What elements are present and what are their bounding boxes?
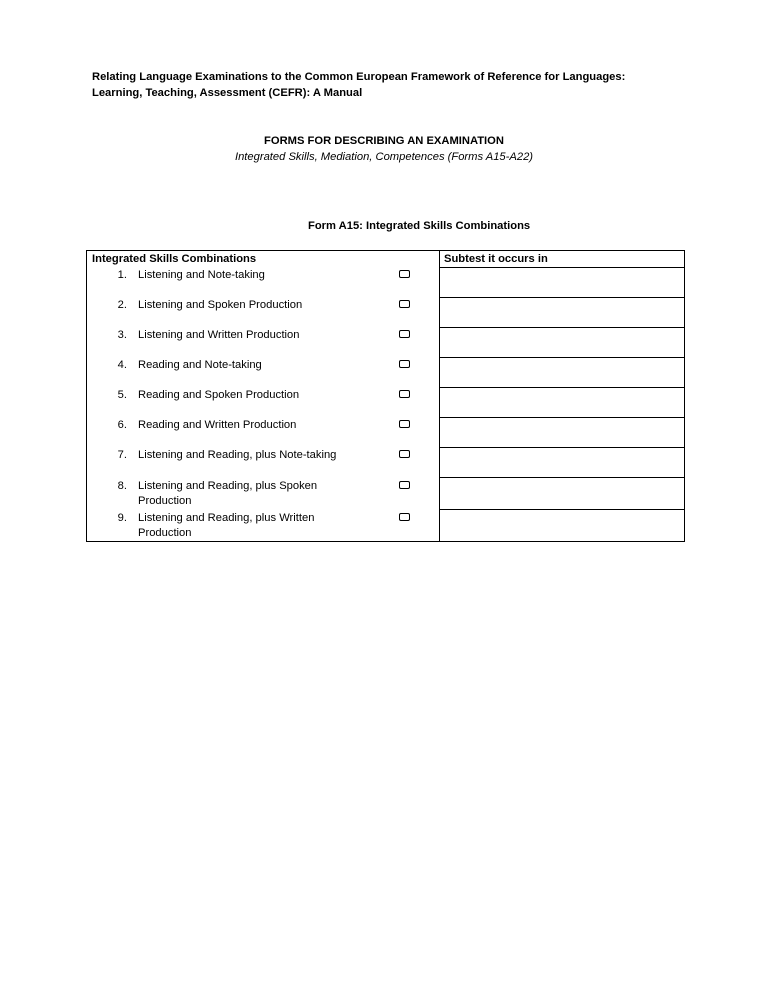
item-label: Reading and Note-taking <box>138 359 262 371</box>
subtest-field-5[interactable] <box>440 387 684 417</box>
item-label-line-1: Listening and Reading, plus Spoken <box>138 480 318 492</box>
item-number: 8. <box>117 480 127 492</box>
item-checkbox[interactable] <box>399 360 410 368</box>
item-checkbox[interactable] <box>399 270 410 278</box>
item-number: 5. <box>117 389 127 401</box>
subtest-field-6[interactable] <box>440 417 684 447</box>
form-title: Form A15: Integrated Skills Combinations <box>308 220 531 232</box>
item-number: 6. <box>117 419 127 431</box>
item-checkbox[interactable] <box>399 513 410 521</box>
item-label-line-2: Production <box>138 495 192 507</box>
item-checkbox[interactable] <box>399 390 410 398</box>
subtest-field-2[interactable] <box>440 297 684 327</box>
header-subtest: Subtest it occurs in <box>444 253 548 265</box>
subtest-field-7[interactable] <box>440 447 684 477</box>
item-checkbox[interactable] <box>399 300 410 308</box>
item-number: 1. <box>117 269 127 281</box>
item-label: Reading and Written Production <box>138 419 297 431</box>
item-label <box>138 511 378 541</box>
subtest-field-3[interactable] <box>440 327 684 357</box>
item-checkbox[interactable] <box>399 450 410 458</box>
item-number: 9. <box>117 512 127 524</box>
subtest-field-9[interactable] <box>440 509 684 541</box>
item-number: 4. <box>117 359 127 371</box>
item-checkbox[interactable] <box>399 481 410 489</box>
item-checkbox[interactable] <box>399 420 410 428</box>
subtest-field-1[interactable] <box>440 267 684 297</box>
item-label-line-1: Listening and Reading, plus Written <box>138 512 315 524</box>
forms-heading: FORMS FOR DESCRIBING AN EXAMINATION <box>264 135 504 147</box>
forms-subheading: Integrated Skills, Mediation, Competences (Forms A15-A22) <box>234 151 534 163</box>
item-label <box>138 479 378 509</box>
item-label: Listening and Spoken Production <box>138 299 303 311</box>
item-checkbox[interactable] <box>399 330 410 338</box>
item-label: Listening and Reading, plus Note-taking <box>138 449 337 461</box>
subtest-field-4[interactable] <box>440 357 684 387</box>
item-number: 3. <box>117 329 127 341</box>
item-label: Listening and Note-taking <box>138 269 265 281</box>
item-number: 2. <box>117 299 127 311</box>
document-title-line-1: Relating Language Examinations to the Common European Framework of Reference for Languages: <box>92 71 626 83</box>
item-number: 7. <box>117 449 127 461</box>
subtest-field-8[interactable] <box>440 477 684 509</box>
integrated-skills-table <box>86 250 685 542</box>
item-label-line-2: Production <box>138 527 192 539</box>
document-title-line-2: Learning, Teaching, Assessment (CEFR): A Manual <box>92 87 363 99</box>
item-label: Reading and Spoken Production <box>138 389 300 401</box>
header-integrated-skills: Integrated Skills Combinations <box>92 253 257 265</box>
document-title <box>92 69 712 101</box>
item-label: Listening and Written Production <box>138 329 300 341</box>
